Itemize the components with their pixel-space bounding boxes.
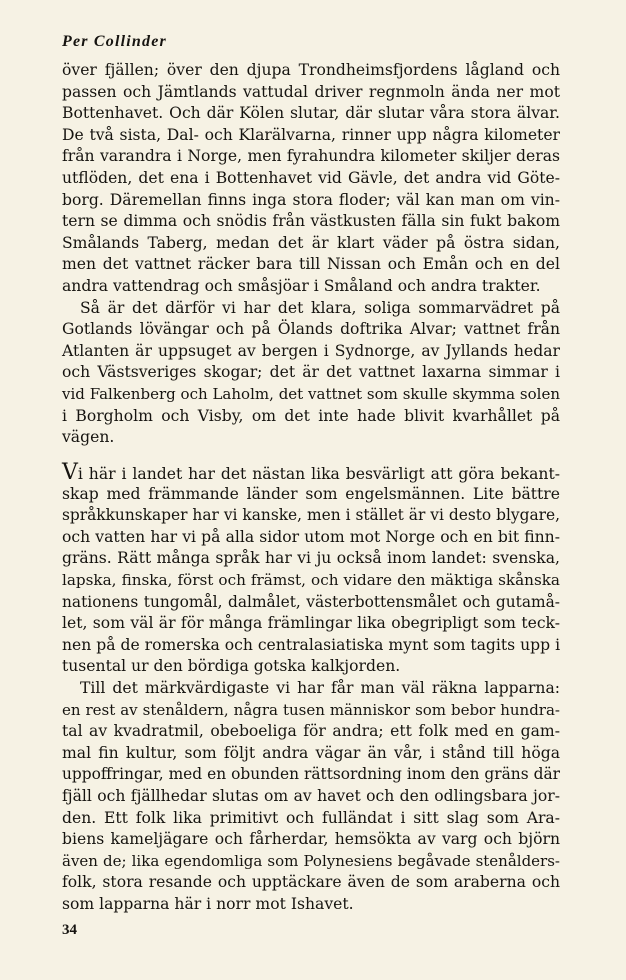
text-line: tal av kvadratmil, obeboeliga för andra; ett folk med en gam- [62, 722, 560, 741]
text-line: passen och Jämtlands vattudal driver regnmoln ända ner mot [62, 82, 560, 101]
text-line: men det vattnet räcker bara till Nissan och Emån och en del [62, 255, 560, 274]
text-line: borg. Däremellan finns inga stora floder; väl kan man om vin- [62, 190, 560, 209]
text-line: Vi här i landet har det nästan lika besvärligt att göra bekant- [62, 460, 560, 485]
text-line: uppoffringar, med en obunden rättsordning inom den gräns där [62, 765, 560, 784]
text-line: även de; lika egendomliga som Polynesiens begåvade stenålders- [62, 851, 560, 870]
text-line: mal fin kultur, som följt andra vägar än vår, i stånd till höga [62, 743, 560, 762]
text-line: let, som väl är för många främlingar lika obegripligt som teck- [62, 614, 560, 633]
text-block-2 [62, 462, 560, 915]
text-line: en rest av stenåldern, några tusen människor som bebor hundra- [62, 700, 560, 719]
text-line: den. Ett folk lika primitivt och fulländat i sitt slag som Ara- [62, 808, 560, 827]
text-line: Smålands Taberg, medan det är klart väder på östra sidan, [62, 233, 560, 252]
text-line: som lapparna här i norr mot Ishavet. [62, 894, 354, 913]
text-line: språkkunskaper har vi kanske, men i stället är vi desto blygare, [62, 506, 560, 525]
text-line: vid Falkenberg och Laholm, det vattnet som skulle skymma solen [62, 384, 560, 403]
text-line: i Borgholm och Visby, om det inte hade blivit kvarhållet på [62, 406, 560, 425]
text-line: utflöden, det ena i Bottenhavet vid Gävle, det andra vid Göte- [62, 168, 560, 187]
text-line: De två sista, Dal- och Klarälvarna, rinner upp några kilometer [62, 125, 560, 144]
text-line: nationens tungomål, dalmålet, västerbottensmålet och gutamå- [62, 592, 560, 611]
text-line: fjäll och fjällhedar slutas om av havet och den odlingsbara jor- [62, 786, 560, 805]
text-line: tusental ur den bördiga gotska kalkjorden. [62, 657, 401, 676]
paragraph [62, 60, 560, 298]
text-line: biens kameljägare och fårherdar, hemsökta av varg och björn [62, 830, 560, 849]
text-block-1 [62, 60, 560, 449]
text-line: vägen. [62, 428, 115, 447]
text-line: från varandra i Norge, men fyrahundra kilometer skiljer deras [62, 147, 560, 166]
text-line: över fjällen; över den djupa Trondheimsfjordens lågland och [62, 61, 560, 79]
text-line: tern se dimma och snödis från västkusten fälla sin fukt bakom [62, 212, 560, 231]
text-line: Gotlands lövängar och på Ölands doftrika Alvar; vattnet från [62, 320, 560, 339]
running-head: Per Collinder [62, 33, 167, 50]
text-line: andra vattendrag och småsjöar i Småland och andra trakter. [62, 276, 541, 295]
text-line: Atlanten är uppsuget av bergen i Sydnorge, av Jyllands hedar [62, 341, 560, 360]
text-line: lapska, finska, först och främst, och vidare den mäktiga skånska [62, 570, 560, 589]
text-line: Till det märkvärdigaste vi har får man väl räkna lapparna: [80, 678, 560, 697]
text-line: och Västsveriges skogar; det är det vattnet laxarna simmar i [62, 363, 560, 382]
text-line: nen på de romerska och centralasiatiska mynt som tagits upp i [62, 635, 561, 654]
text-line: Bottenhavet. Och där Kölen slutar, där slutar våra stora älvar. [62, 104, 560, 123]
text-line: skap med främmande länder som engelsmännen. Lite bättre [62, 484, 560, 503]
paragraph [62, 298, 560, 449]
text-line: Så är det därför vi har det klara, soliga sommarvädret på [80, 298, 560, 317]
text-line: folk, stora resande och upptäckare även de som araberna och [62, 873, 560, 892]
page-number: 34 [62, 922, 77, 938]
text-line: gräns. Rätt många språk har vi ju också inom landet: svenska, [62, 549, 560, 568]
text-line: och vatten har vi på alla sidor utom mot Norge och en bit finn- [62, 527, 560, 546]
paragraph [62, 678, 560, 916]
paragraph [62, 462, 560, 678]
